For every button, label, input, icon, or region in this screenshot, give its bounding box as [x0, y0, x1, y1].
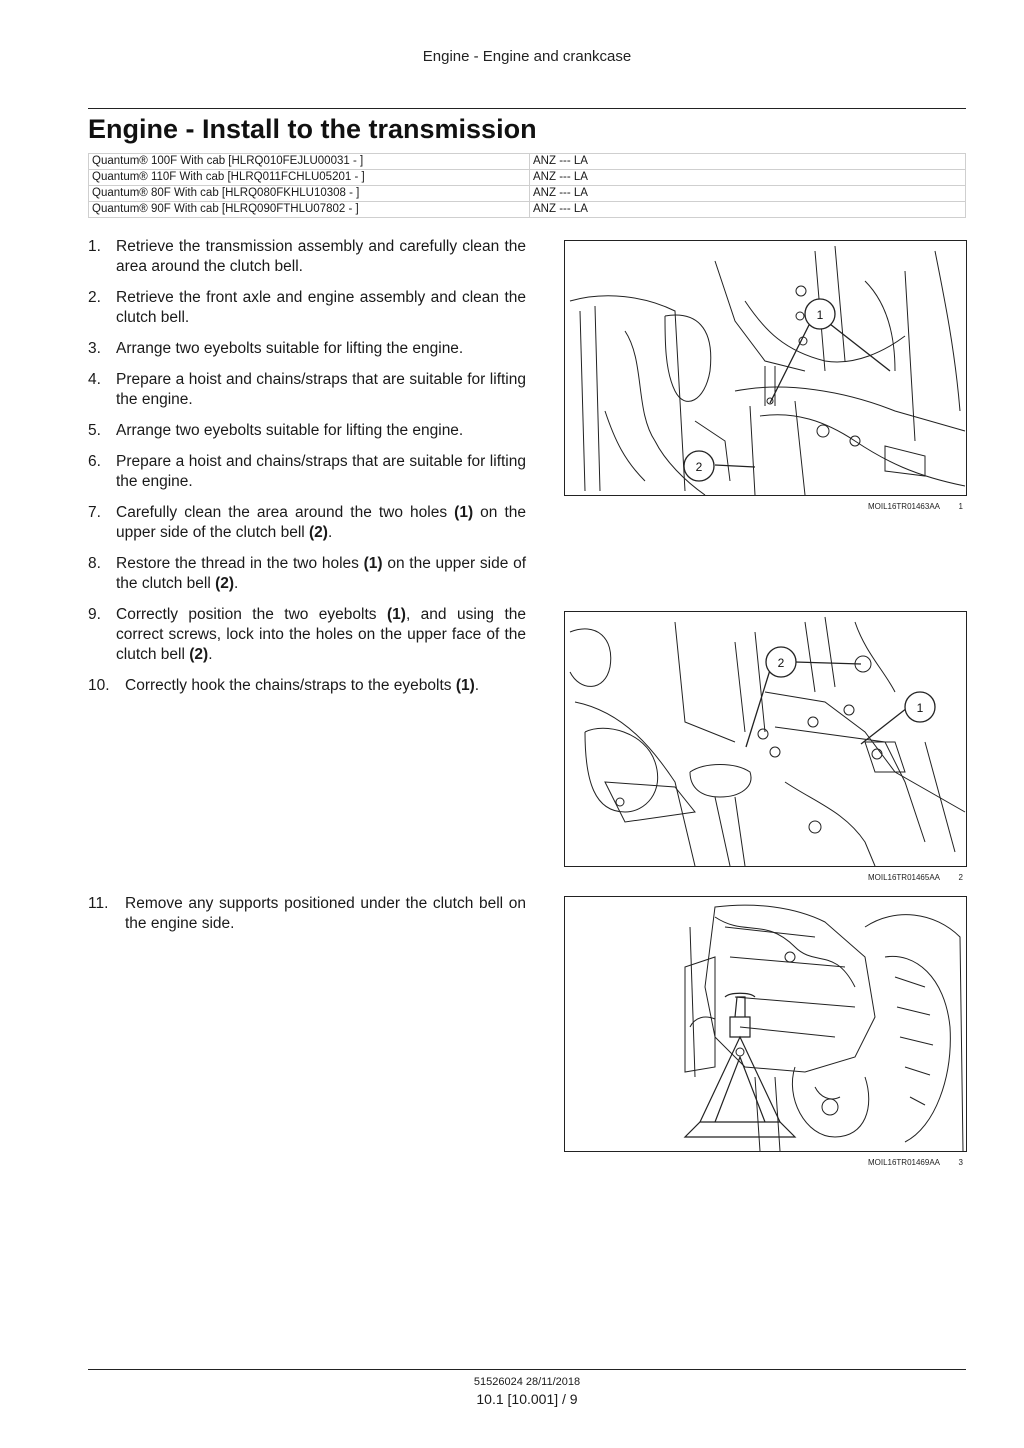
- step-7: [88, 503, 526, 543]
- step-number: 1.: [88, 238, 101, 255]
- svg-text:1: 1: [916, 701, 924, 715]
- step-5: [88, 421, 526, 441]
- step-text: Retrieve the front axle and engine assembly and clean the clutch bell.: [116, 289, 526, 326]
- step-text: Carefully clean the area around the two holes (1) on the upper side of the clutch bell (2).: [116, 504, 526, 541]
- model-cell: Quantum® 90F With cab [HLRQ090FTHLU07802 - ]: [89, 202, 530, 218]
- svg-text:1: 1: [816, 308, 824, 322]
- eyebolts-clutch-bell-illustration: [565, 612, 966, 866]
- table-row: [89, 186, 966, 202]
- figure-code: MOIL16TR01465AA: [867, 873, 940, 882]
- footer-rule: [88, 1369, 966, 1370]
- region-cell: ANZ --- LA: [530, 186, 966, 202]
- document-id: 51526024 28/11/2018: [473, 1376, 581, 1388]
- callout-1: [905, 692, 935, 722]
- table-row: [89, 154, 966, 170]
- figure-number: 2: [958, 873, 963, 882]
- step-8: [88, 554, 526, 594]
- model-applicability-table: [88, 153, 966, 218]
- model-cell: Quantum® 80F With cab [HLRQ080FKHLU10308 - ]: [89, 186, 530, 202]
- table-row: [89, 202, 966, 218]
- figure-1-image: [564, 240, 967, 496]
- step-1: [88, 237, 526, 277]
- model-cell: Quantum® 100F With cab [HLRQ010FEJLU00031 - ]: [89, 154, 530, 170]
- step-number: 9.: [88, 606, 101, 623]
- step-text: Prepare a hoist and chains/straps that are suitable for lifting the engine.: [116, 371, 526, 408]
- figure-code: MOIL16TR01463AA: [867, 502, 940, 511]
- step-number: 5.: [88, 422, 101, 439]
- figure-1-callouts: [684, 299, 835, 481]
- step-number: 8.: [88, 555, 101, 572]
- figure-code: MOIL16TR01469AA: [867, 1158, 940, 1167]
- running-header: Engine - Engine and crankcase: [422, 48, 632, 65]
- step-11: [88, 894, 526, 934]
- step-10: [88, 676, 526, 696]
- svg-text:2: 2: [695, 460, 703, 474]
- callout-2: [684, 451, 714, 481]
- callout-2: [766, 647, 796, 677]
- step-number: 10.: [88, 677, 110, 694]
- page-reference: 10.1 [10.001] / 9: [476, 1391, 578, 1407]
- figure-number: 3: [958, 1158, 963, 1167]
- svg-text:2: 2: [777, 656, 785, 670]
- step-number: 6.: [88, 453, 101, 470]
- step-2: [88, 288, 526, 328]
- step-number: 4.: [88, 371, 101, 388]
- callout-1: [805, 299, 835, 329]
- step-text: Correctly hook the chains/straps to the eyebolts (1).: [125, 677, 480, 694]
- engine-clutch-bell-illustration: [565, 241, 966, 495]
- figure-2-image: [564, 611, 967, 867]
- region-cell: ANZ --- LA: [530, 154, 966, 170]
- step-number: 11.: [88, 895, 109, 912]
- step-text: Remove any supports positioned under the clutch bell on the engine side.: [125, 895, 526, 932]
- step-4: [88, 370, 526, 410]
- procedure-steps: [88, 237, 526, 707]
- region-cell: ANZ --- LA: [530, 202, 966, 218]
- procedure-steps-continued: [88, 894, 526, 945]
- step-text: Retrieve the transmission assembly and carefully clean the area around the clutch bell.: [116, 238, 526, 275]
- step-9: [88, 605, 526, 665]
- step-text: Restore the thread in the two holes (1) on the upper side of the clutch bell (2).: [116, 555, 527, 592]
- header-rule: [88, 108, 966, 109]
- page-title: Engine - Install to the transmission: [88, 114, 537, 144]
- step-3: [88, 339, 526, 359]
- table-row: [89, 170, 966, 186]
- figure-number: 1: [958, 502, 963, 511]
- step-number: 7.: [88, 504, 101, 521]
- step-text: Prepare a hoist and chains/straps that are suitable for lifting the engine.: [116, 453, 526, 490]
- step-number: 3.: [88, 340, 101, 357]
- step-text: Arrange two eyebolts suitable for lifting the engine.: [116, 340, 464, 357]
- figure-2-callouts: [766, 647, 935, 722]
- step-text: Arrange two eyebolts suitable for lifting the engine.: [116, 422, 464, 439]
- model-cell: Quantum® 110F With cab [HLRQ011FCHLU05201 - ]: [89, 170, 530, 186]
- step-text: Correctly position the two eyebolts (1), and using the correct screws, lock into the holes on the upper face of the clutch bell (2).: [116, 606, 526, 663]
- region-cell: ANZ --- LA: [530, 170, 966, 186]
- figure-3-image: [564, 896, 967, 1152]
- step-number: 2.: [88, 289, 101, 306]
- step-6: [88, 452, 526, 492]
- engine-stand-support-illustration: [565, 897, 966, 1151]
